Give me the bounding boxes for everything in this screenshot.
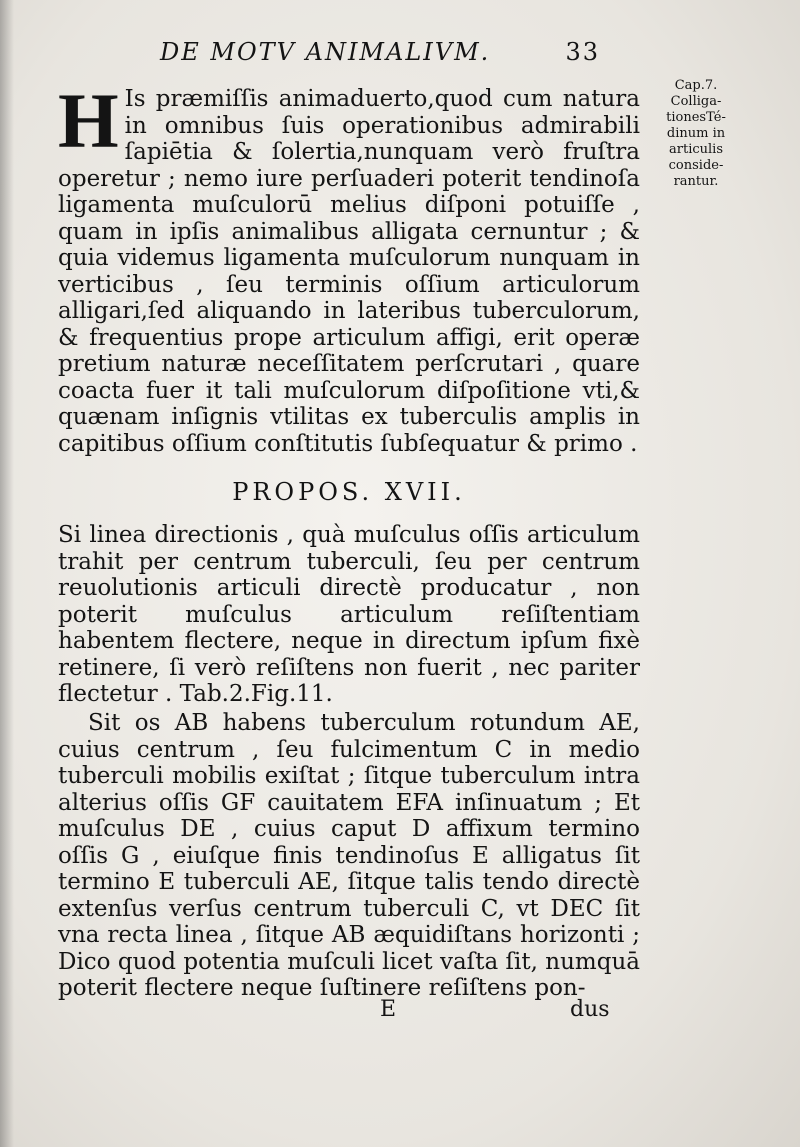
marginal-line: rantur. [673, 174, 719, 189]
intro-text: Is præmiſſis animaduerto,quod cum natura in omnibus ſuis operationibus admirabili ſapiētia & ſolertia,nunquam verò fruſtra operetur ; nemo iure perſuaderi poterit tendinoſa ligamenta muſculorū melius diſponi potuiſſe , quam in ipſis animalibus alligata cernuntur ; & quia videmus ligamenta muſculorum nunquam in verticibus , ſeu terminis oſſium articulorum alligari,ſed aliquando in lateribus tuberculorum, & frequentius prope articulum affigi, erit operæ pretium naturæ neceſſitatem perſcrutari , quare coacta fuer it tali muſculorum diſpoſitione vti,& quænam inſignis vtilitas ex tuberculis amplis in capitibus oſſium conſtitutis ſubſequatur & primo . [58, 86, 640, 457]
marginal-line: articulis [669, 142, 723, 157]
marginal-line: Cap.7. [674, 78, 718, 93]
running-head: DE MOTV ANIMALIVM. [160, 38, 491, 66]
signature-mark: E [380, 997, 397, 1022]
page-header [160, 38, 600, 72]
demonstration-paragraph: Sit os AB habens tuberculum rotundum AE, cuius centrum , ſeu fulcimentum C in medio tuberculi mobilis exiſtat ; ſitque tuberculum intra alterius oſſis GF cauitatem EFA inſinuatum ; Et muſculus DE , cuius caput D affixum termino oſſis G , eiuſque finis tendinoſus E alligatus ſit termino E tuberculi AE, ſitque talis tendo directè extenſus verſus centrum tuberculi C, vt DEC ſit vna recta linea , ſitque AB æquidiſtans horizonti ; Dico quod potentia muſculi licet vaſta ſit, numquā poterit flectere neque ſuſtinere reſiſtens pon- [58, 710, 640, 1001]
marginal-line: dinum in [666, 126, 726, 141]
marginal-line: Colliga- [670, 94, 722, 109]
drop-cap: H [58, 77, 119, 164]
catchword: dus [570, 997, 610, 1022]
marginal-line: conside- [668, 158, 724, 173]
page-edge-shadow [0, 0, 14, 1147]
page-number: 33 [565, 38, 600, 66]
proposition-heading: PROPOS. XVII. [232, 478, 466, 506]
marginal-note [650, 78, 742, 190]
proposition-text: Si linea directionis , quà muſculus oſſis articulum trahit per centrum tuberculi, ſeu per centrum reuolutionis articuli directè producatur , non poterit muſculus articulum reſiſtentiam habentem flectere, neque in directum ipſum fixè retinere, ſi verò reſiſtens non fuerit , nec pariter flectetur . Tab.2.Fig.11. [58, 522, 640, 707]
intro-paragraph [58, 77, 640, 457]
marginal-line: tionesTé- [666, 110, 726, 125]
